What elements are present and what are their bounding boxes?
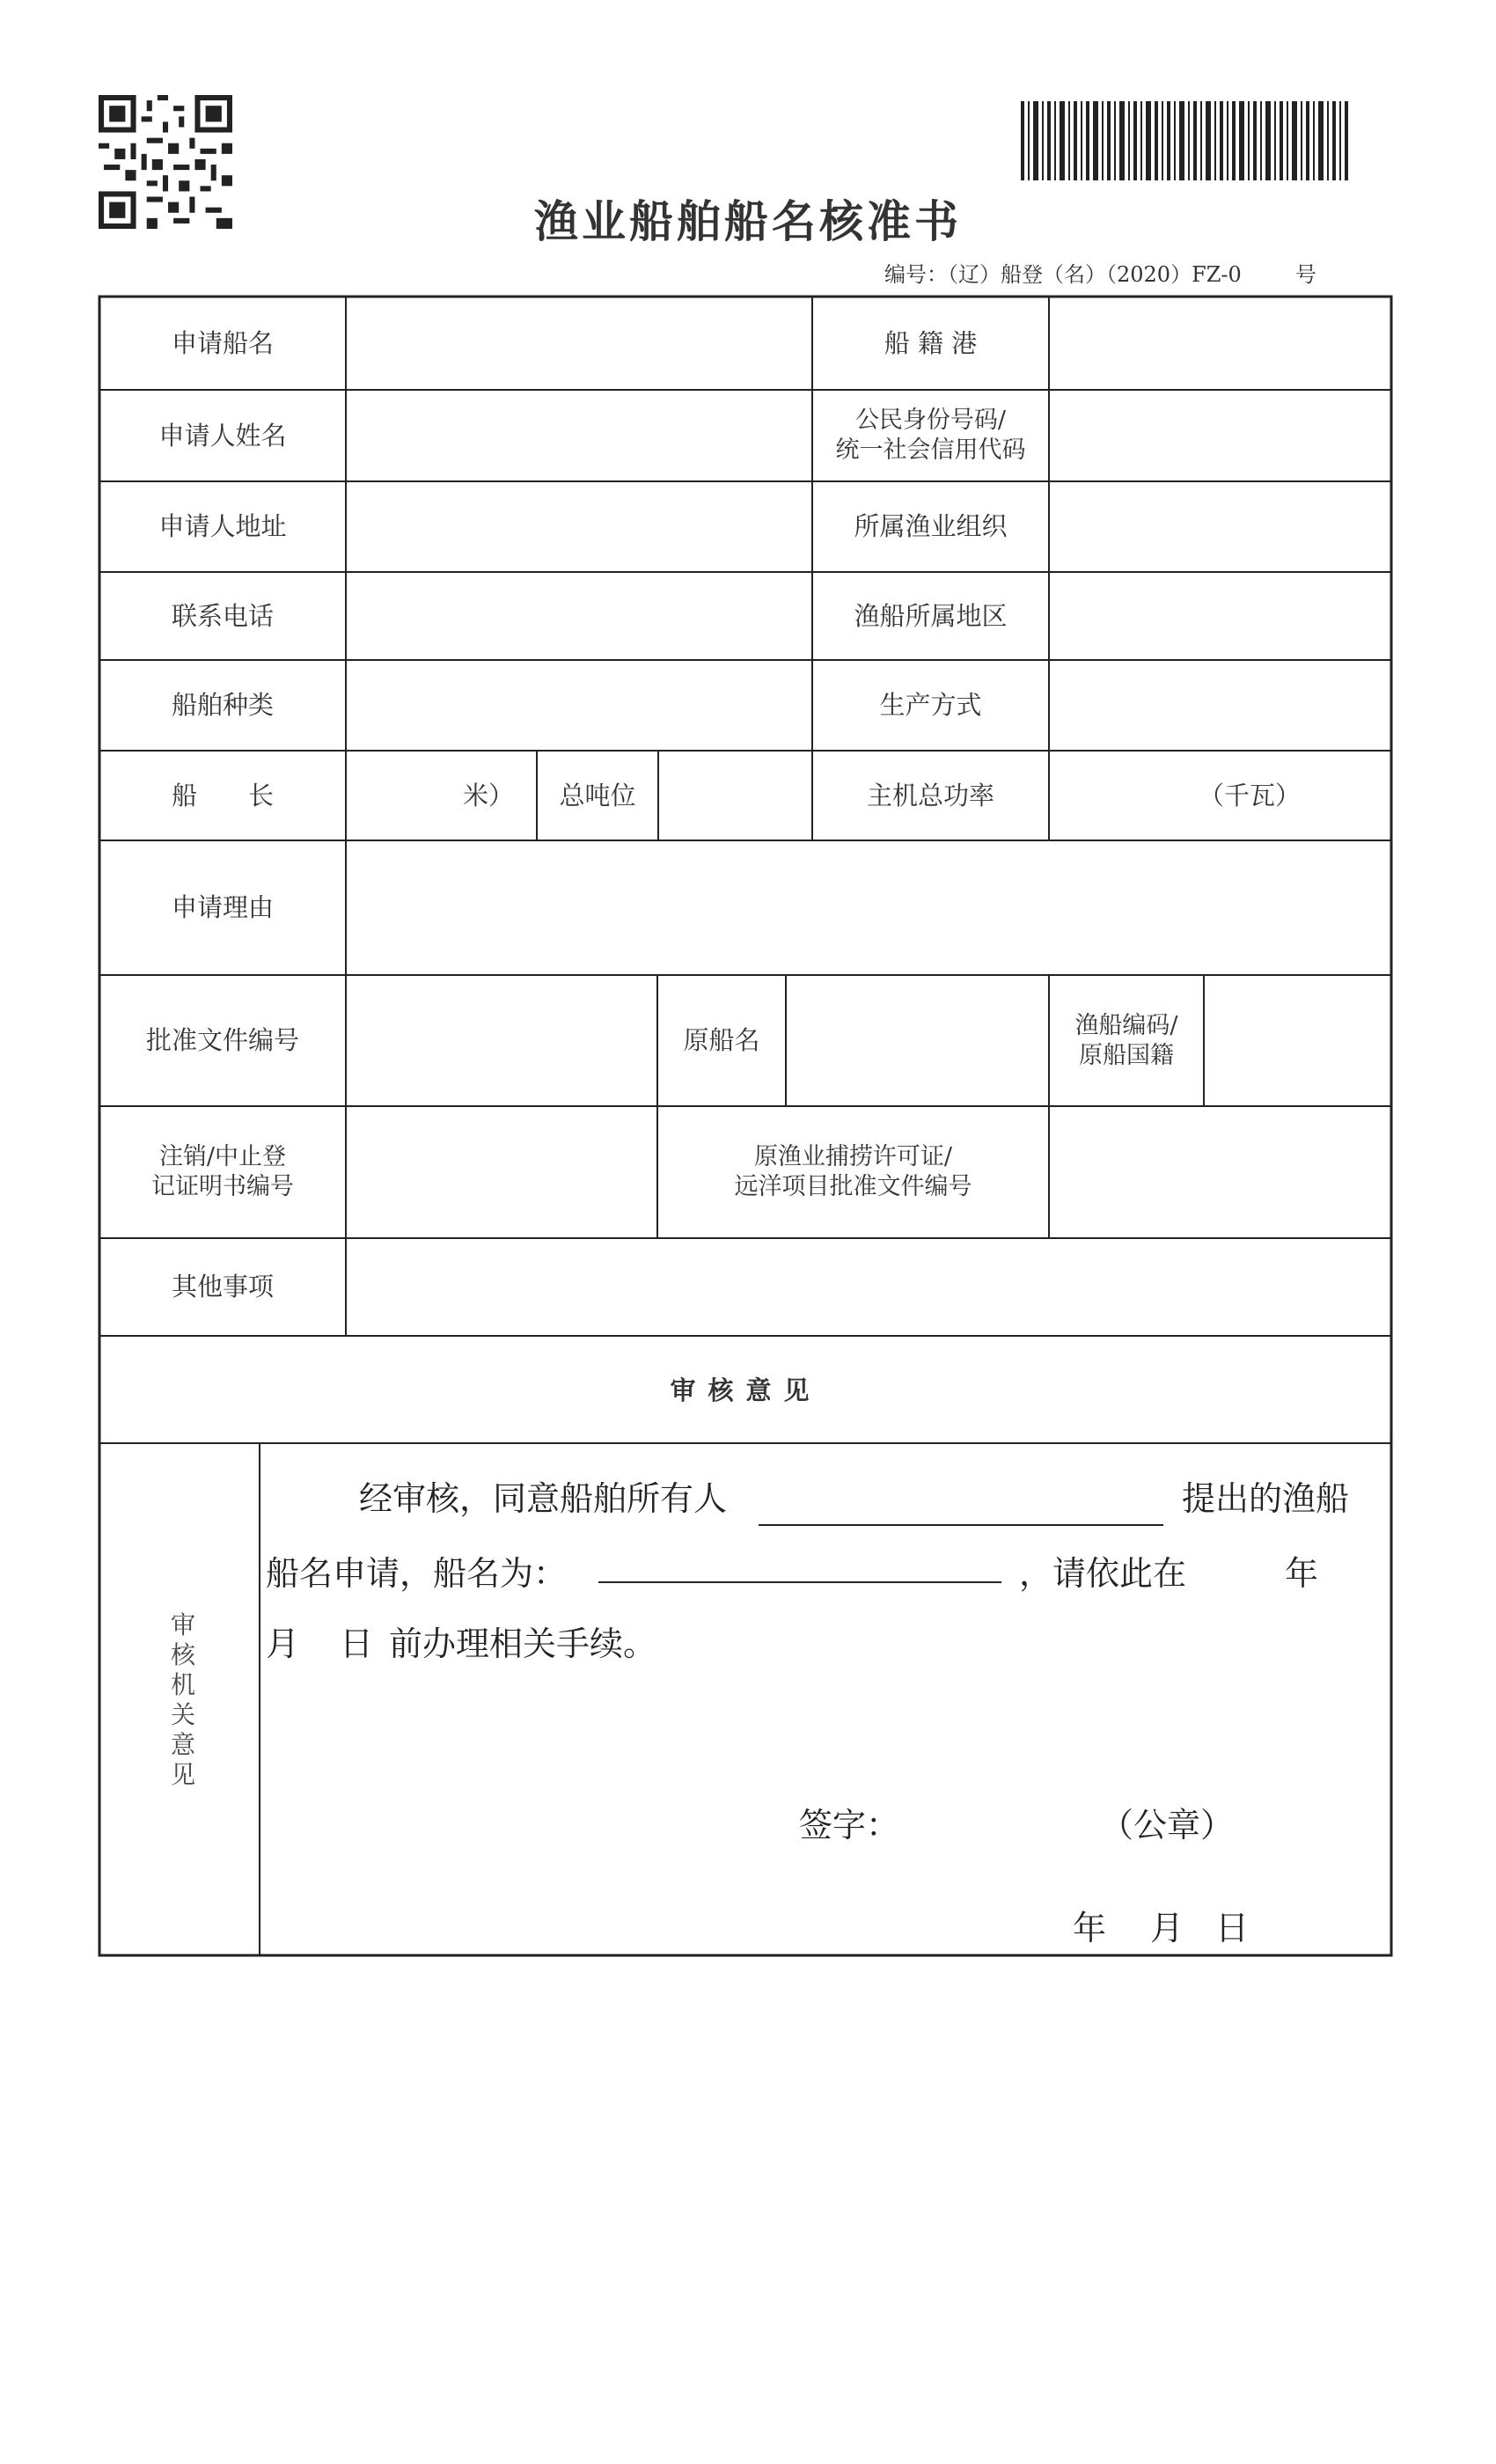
review-line1-b: 提出的渔船 — [1182, 1479, 1350, 1518]
date-month: 月 — [1150, 1909, 1184, 1947]
label-id-code-line2: 统一社会信用代码 — [835, 436, 1026, 464]
label-fishery-org: 所属渔业组织 — [854, 511, 1008, 542]
label-vessel-code — [1049, 975, 1204, 1106]
label-gross-tonnage: 总吨位 — [559, 780, 636, 810]
label-applicant-vessel-name: 申请船名 — [171, 327, 274, 358]
date-day: 日 — [1215, 1909, 1250, 1947]
label-production-mode: 生产方式 — [879, 690, 982, 721]
review-side-label: 审核机关意见 — [170, 1610, 195, 1789]
length-unit: 米） — [462, 780, 514, 810]
label-cancel-cert-line2: 记证明书编号 — [151, 1173, 294, 1200]
review-line2-a: 船名申请，船名为： — [266, 1554, 568, 1593]
label-applicant-name: 申请人姓名 — [158, 420, 287, 451]
label-cancel-cert — [99, 1106, 346, 1238]
signature-label: 签字： — [799, 1806, 900, 1844]
vessel-name-underline — [598, 1581, 1001, 1583]
label-approval-doc-no: 批准文件编号 — [145, 1025, 299, 1056]
label-cancel-cert-line1: 注销/中止登 — [158, 1143, 287, 1171]
owner-underline — [759, 1524, 1163, 1526]
review-line3-c: 前办理相关手续。 — [389, 1624, 657, 1663]
review-heading: 审核意见 — [670, 1375, 822, 1405]
label-fishing-license — [657, 1106, 1049, 1238]
power-unit: （千瓦） — [1198, 780, 1301, 810]
label-other-matters: 其他事项 — [171, 1272, 274, 1302]
document-title: 渔业船舶船名核准书 — [534, 195, 962, 247]
label-applicant-address: 申请人地址 — [158, 511, 287, 542]
label-phone: 联系电话 — [171, 600, 274, 631]
document-number: 编号：（辽）船登（名）（2020）FZ-0 号 — [884, 262, 1316, 287]
date-year: 年 — [1073, 1909, 1107, 1947]
review-line2-b: ，请依此在 — [1019, 1554, 1187, 1593]
review-line2-c: 年 — [1285, 1554, 1319, 1593]
label-engine-power: 主机总功率 — [866, 780, 994, 810]
label-fishing-license-line1: 原渔业捕捞许可证/ — [753, 1143, 953, 1171]
label-original-name: 原船名 — [683, 1025, 760, 1056]
review-line3-b: 日 — [340, 1624, 374, 1663]
label-vessel-type: 船舶种类 — [171, 690, 274, 721]
label-vessel-code-line2: 原船国籍 — [1079, 1041, 1174, 1069]
label-fishing-license-line2: 远洋项目批准文件编号 — [734, 1173, 972, 1200]
label-id-code-line1: 公民身份号码/ — [854, 407, 1007, 435]
review-line3-a: 月 — [266, 1624, 300, 1663]
label-reason: 申请理由 — [171, 892, 274, 923]
label-port-of-registry: 船 籍 港 — [884, 327, 978, 358]
label-id-code — [812, 390, 1049, 481]
review-line1-a: 经审核，同意船舶所有人 — [359, 1479, 728, 1518]
label-vessel-code-line1: 渔船编码/ — [1074, 1011, 1178, 1039]
label-vessel-region: 渔船所属地区 — [854, 600, 1008, 631]
official-seal-label: （公章） — [1100, 1806, 1235, 1844]
label-vessel-length: 船 长 — [171, 780, 274, 810]
